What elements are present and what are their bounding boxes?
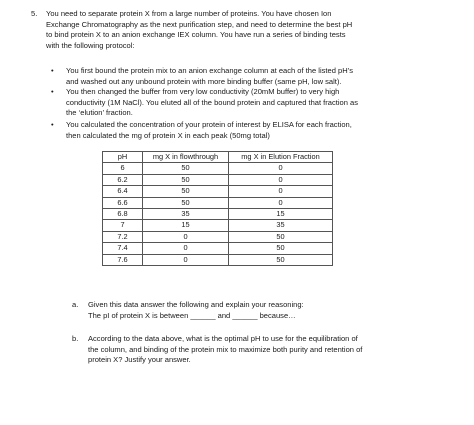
table-row (103, 231, 333, 242)
binding-data-table (102, 151, 333, 266)
table-cell: 35 (143, 209, 229, 220)
table-cell: 0 (143, 243, 229, 254)
sub-question-line: the column, and binding of the protein mix to maximize both purity and retention of (88, 344, 363, 354)
sub-question-line: According to the data above, what is the optimal pH to use for the equilibration of (88, 334, 358, 343)
protocol-bullet (46, 120, 456, 141)
table-row (103, 209, 333, 220)
table-cell: 7 (103, 220, 143, 231)
table-cell: 6 (103, 163, 143, 174)
intro-line: You need to separate protein X from a large number of proteins. You have chosen Ion (46, 9, 332, 18)
table-cell: 7.2 (103, 231, 143, 242)
table-row (103, 186, 333, 197)
table-cell: 0 (229, 186, 333, 197)
table-cell: 7.4 (103, 243, 143, 254)
intro-line: to bind protein X to an anion exchange IEX column. You have run a series of binding tests (46, 30, 346, 40)
sub-question-a (72, 300, 452, 321)
table-cell: 50 (229, 231, 333, 242)
sub-question-b (72, 334, 452, 366)
table-cell: 0 (229, 197, 333, 208)
table-row (103, 197, 333, 208)
question-number: 5. (31, 9, 38, 18)
sub-question-line: The pI of protein X is between ______ and ______ because… (88, 310, 296, 320)
bullet-line: then calculated the mg of protein X in each peak (50mg total) (66, 130, 270, 140)
table-row (103, 254, 333, 265)
bullet-line: the ‘elution’ fraction. (66, 108, 133, 118)
column-header-flowthrough: mg X in flowthrough (143, 152, 229, 163)
table-cell: 0 (143, 231, 229, 242)
table-cell: 15 (143, 220, 229, 231)
table-cell: 7.6 (103, 254, 143, 265)
column-header-ph: pH (103, 152, 143, 163)
table-cell: 6.8 (103, 209, 143, 220)
bullet-line: You then changed the buffer from very low conductivity (20mM buffer) to very high (66, 87, 340, 97)
bullet-line: and washed out any unbound protein with more binding buffer (same pH, low salt). (66, 76, 342, 86)
intro-line: with the following protocol: (46, 40, 135, 50)
table-cell: 6.6 (103, 197, 143, 208)
bullet-line: You calculated the concentration of your protein of interest by ELISA for each fraction, (66, 119, 352, 129)
sub-question-line: Given this data answer the following and explain your reasoning: (88, 300, 304, 309)
table-cell: 0 (143, 254, 229, 265)
bullet-dot-icon: • (51, 87, 54, 97)
table-cell: 6.2 (103, 174, 143, 185)
table-row (103, 174, 333, 185)
table-cell: 50 (143, 174, 229, 185)
table-cell: 50 (143, 197, 229, 208)
sub-question-line: protein X? Justify your answer. (88, 355, 191, 365)
protocol-bullet (46, 87, 456, 119)
protocol-bullet-list (46, 66, 456, 141)
table-cell: 50 (143, 186, 229, 197)
table-row (103, 243, 333, 254)
sub-question-letter: a. (72, 300, 79, 309)
table-cell: 6.4 (103, 186, 143, 197)
protocol-bullet (46, 66, 456, 87)
table-cell: 0 (229, 174, 333, 185)
table-cell: 50 (143, 163, 229, 174)
bullet-line: You first bound the protein mix to an anion exchange column at each of the listed pH’s (66, 66, 353, 75)
table-row (103, 163, 333, 174)
intro-line: Exchange Chromatography as the next purification step, and need to determine the best pH (46, 19, 353, 29)
sub-question-letter: b. (72, 334, 79, 343)
table-cell: 15 (229, 209, 333, 220)
table-header-row (103, 152, 333, 163)
question-intro (46, 9, 450, 51)
table-cell: 0 (229, 163, 333, 174)
table-cell: 50 (229, 254, 333, 265)
table-cell: 35 (229, 220, 333, 231)
bullet-dot-icon: • (51, 119, 54, 129)
table-row (103, 220, 333, 231)
column-header-elution: mg X in Elution Fraction (229, 152, 333, 163)
bullet-dot-icon: • (51, 66, 54, 75)
table-cell: 50 (229, 243, 333, 254)
bullet-line: conductivity (1M NaCl). You eluted all of the bound protein and captured that fraction as (66, 97, 358, 107)
